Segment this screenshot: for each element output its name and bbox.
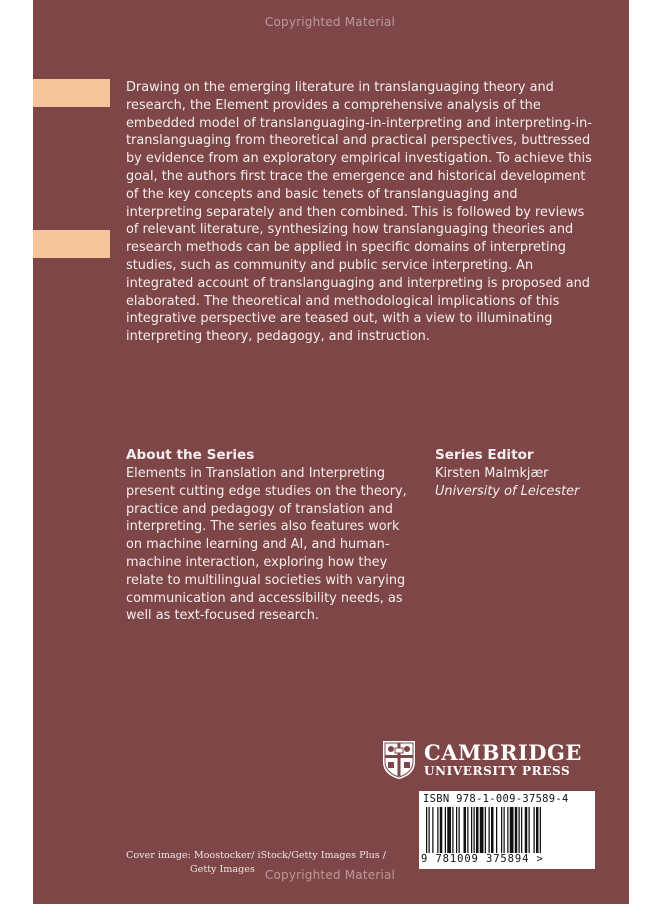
book-description: [126, 79, 596, 346]
series-editor-name: Kirsten Malmkjær: [435, 466, 549, 481]
publisher-name-line2: UNIVERSITY PRESS: [424, 764, 571, 778]
cambridge-shield-icon: [382, 740, 416, 780]
watermark-top: Copyrighted Material: [264, 15, 396, 29]
watermark-bottom: Copyrighted Material: [264, 868, 396, 882]
series-editor: [435, 446, 605, 501]
cover-credit-line2: Getty Images: [190, 864, 255, 875]
isbn-barcode: [419, 791, 595, 869]
cover-credit-line1: Cover image: Moostocker/ iStock/Getty Images Plus /: [126, 850, 387, 861]
barcode-bars: [425, 807, 589, 853]
publisher-logo: [382, 740, 582, 782]
series-editor-heading: Series Editor: [435, 447, 534, 463]
accent-tab-middle: [33, 230, 110, 258]
description-text: Drawing on the emerging literature in translanguaging theory and research, the Element provides a comprehensive analysis of the embedded model of translanguaging-in-interpreting and interpreting-in-translanguaging from theoretical and practical perspectives, buttressed by evidence from an exploratory empirical investigation. To achieve this goal, the authors first trace the emergence and historical development of the key concepts and basic tenets of translanguaging and interpreting separately and then combined. This is followed by reviews of relevant literature, synthesizing how translanguaging theories and research methods can be applied in specific domains of interpreting studies, such as community and public service interpreting. An integrated account of translanguaging and interpreting is proposed and elaborated. The theoretical and methodological implications of this integrative perspective are teased out, with a view to illuminating interpreting theory, pedagogy, and instruction.: [126, 80, 592, 345]
isbn-label: ISBN 978-1-009-37589-4: [423, 793, 569, 805]
series-editor-affiliation: University of Leicester: [435, 483, 580, 499]
publisher-name-line1: CAMBRIDGE: [424, 740, 582, 765]
isbn-digits: 9 781009 375894 >: [421, 853, 544, 865]
about-series-text: Elements in Translation and Interpreting present cutting edge studies on the theory, practice and pedagogy of translation and interpreting. The series also features work on machine learning and AI, and human-machine interaction, exploring how they relate to multilingual societies with varying communication and accessibility needs, as well as text-focused research.: [126, 466, 407, 624]
about-the-series: [126, 446, 411, 625]
accent-tab-top: [33, 79, 110, 107]
about-series-heading: About the Series: [126, 447, 255, 463]
